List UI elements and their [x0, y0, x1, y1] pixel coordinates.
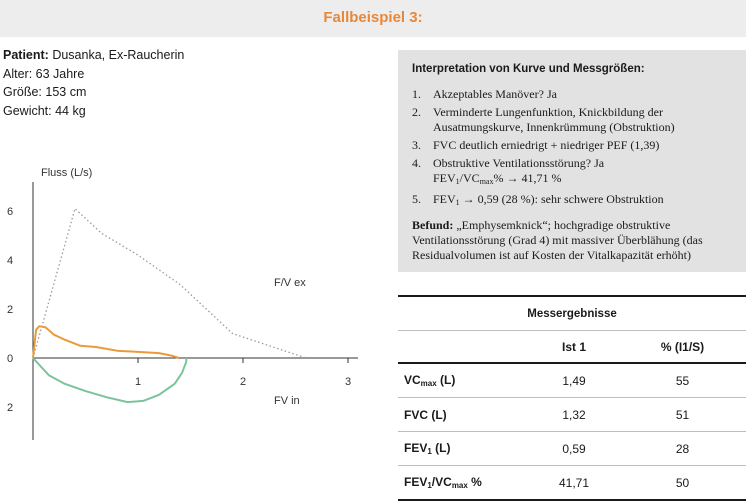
results-header-row [398, 331, 746, 364]
formula-part: FEV [433, 192, 456, 206]
label-part: (L) [436, 373, 456, 387]
x-tick-label: 1 [134, 376, 142, 388]
header-blank [398, 331, 529, 364]
list-item [412, 105, 734, 135]
interpretation-box [398, 50, 746, 272]
formula-part: FEV [433, 171, 456, 185]
y-tick-label: 4 [6, 255, 14, 267]
row-percent: 51 [619, 398, 746, 432]
finding-label: Befund: [412, 218, 454, 232]
patient-label: Patient: [3, 48, 49, 62]
page-title: Fallbeispiel 3: [323, 9, 423, 26]
patient-info [3, 46, 184, 120]
label-subscript: max [420, 379, 437, 388]
table-row [398, 432, 746, 466]
interpretation-heading: Interpretation von Kurve und Messgrößen: [412, 63, 645, 75]
formula-subscript: max [479, 177, 494, 186]
item-number: 1. [412, 87, 421, 101]
patient-height: Größe: 153 cm [3, 85, 87, 99]
results-table [398, 295, 746, 501]
list-item [412, 156, 734, 189]
item-text [433, 192, 734, 210]
row-percent: 28 [619, 432, 746, 466]
formula-subscript: 1 [455, 198, 460, 207]
results-caption-row [398, 296, 746, 331]
header-bar [0, 0, 746, 37]
label-part: FEV [404, 441, 428, 455]
flow-volume-chart [0, 160, 390, 450]
item-number: 4. [412, 156, 421, 170]
patient-age: Alter: 63 Jahre [3, 66, 85, 81]
item-text: Verminderte Lungenfunktion, Knickbildung der Ausatmungskurve, Innenkrümmung (Obstruktion) [433, 105, 675, 134]
list-item [412, 192, 734, 210]
expiration-flow-line [33, 326, 179, 358]
row-label [398, 466, 529, 501]
row-ist: 0,59 [529, 432, 619, 466]
header-ist: Ist 1 [529, 331, 619, 364]
item-number: 3. [412, 138, 421, 152]
label-subscript: max [451, 481, 468, 490]
label-part: % [467, 475, 482, 489]
table-row [398, 466, 746, 501]
x-tick-label: 3 [344, 376, 352, 388]
table-row [398, 398, 746, 432]
list-item [412, 87, 734, 102]
interpretation-list [412, 87, 734, 210]
y-tick-label: 2 [6, 304, 14, 316]
table-row [398, 363, 746, 398]
row-label: FVC (L) [398, 398, 529, 432]
list-item [412, 138, 734, 153]
y-tick-label: 6 [6, 206, 14, 218]
patient-name-row [3, 46, 184, 65]
y-tick-label: 0 [6, 353, 14, 365]
label-part: (L) [431, 441, 451, 455]
predicted-flow-line [33, 209, 306, 358]
row-ist: 1,32 [529, 398, 619, 432]
patient-name: Dusanka, Ex-Raucherin [52, 48, 185, 62]
finding-text [412, 218, 734, 263]
finding-body: „Emphysemknick“; hochgradige obstruktive Ventilationsstörung (Grad 4) mit massiver Überblähung (das Residualvolumen ist auf Kosten der Vitalkapazität erhöht) [412, 218, 703, 262]
label-part: /VC [431, 475, 452, 489]
item-text: FVC deutlich erniedrigt + niedriger PEF (1,39) [433, 138, 660, 152]
label-subscript: 1 [427, 481, 432, 490]
label-part: FEV [404, 475, 428, 489]
y-tick-label: 2 [6, 402, 14, 414]
row-ist: 1,49 [529, 363, 619, 398]
row-label [398, 363, 529, 398]
formula-part: % → 41,71 % [493, 171, 562, 185]
results-caption: Messergebnisse [398, 296, 746, 331]
patient-weight: Gewicht: 44 kg [3, 103, 86, 118]
item-number: 5. [412, 192, 421, 206]
y-axis-label: Fluss (L/s) [41, 167, 93, 179]
row-percent: 55 [619, 363, 746, 398]
item-line: Obstruktive Ventilationsstörung? Ja [433, 156, 605, 170]
annotation-fv-in: FV in [274, 395, 300, 407]
item-text [433, 156, 734, 189]
header-percent: % (I1/S) [619, 331, 746, 364]
formula-subscript: 1 [455, 177, 460, 186]
inspiration-flow-line [33, 358, 186, 402]
label-part: VC [404, 373, 421, 387]
annotation-fv-ex: F/V ex [274, 277, 306, 289]
item-text: Akzeptables Manöver? Ja [433, 87, 557, 101]
row-label [398, 432, 529, 466]
row-percent: 50 [619, 466, 746, 501]
formula-part: /VC [459, 171, 480, 185]
item-number: 2. [412, 105, 421, 119]
formula-part: → 0,59 (28 %): sehr schwere Obstruktion [459, 192, 664, 206]
x-tick-label: 2 [239, 376, 247, 388]
row-ist: 41,71 [529, 466, 619, 501]
label-subscript: 1 [427, 447, 432, 456]
